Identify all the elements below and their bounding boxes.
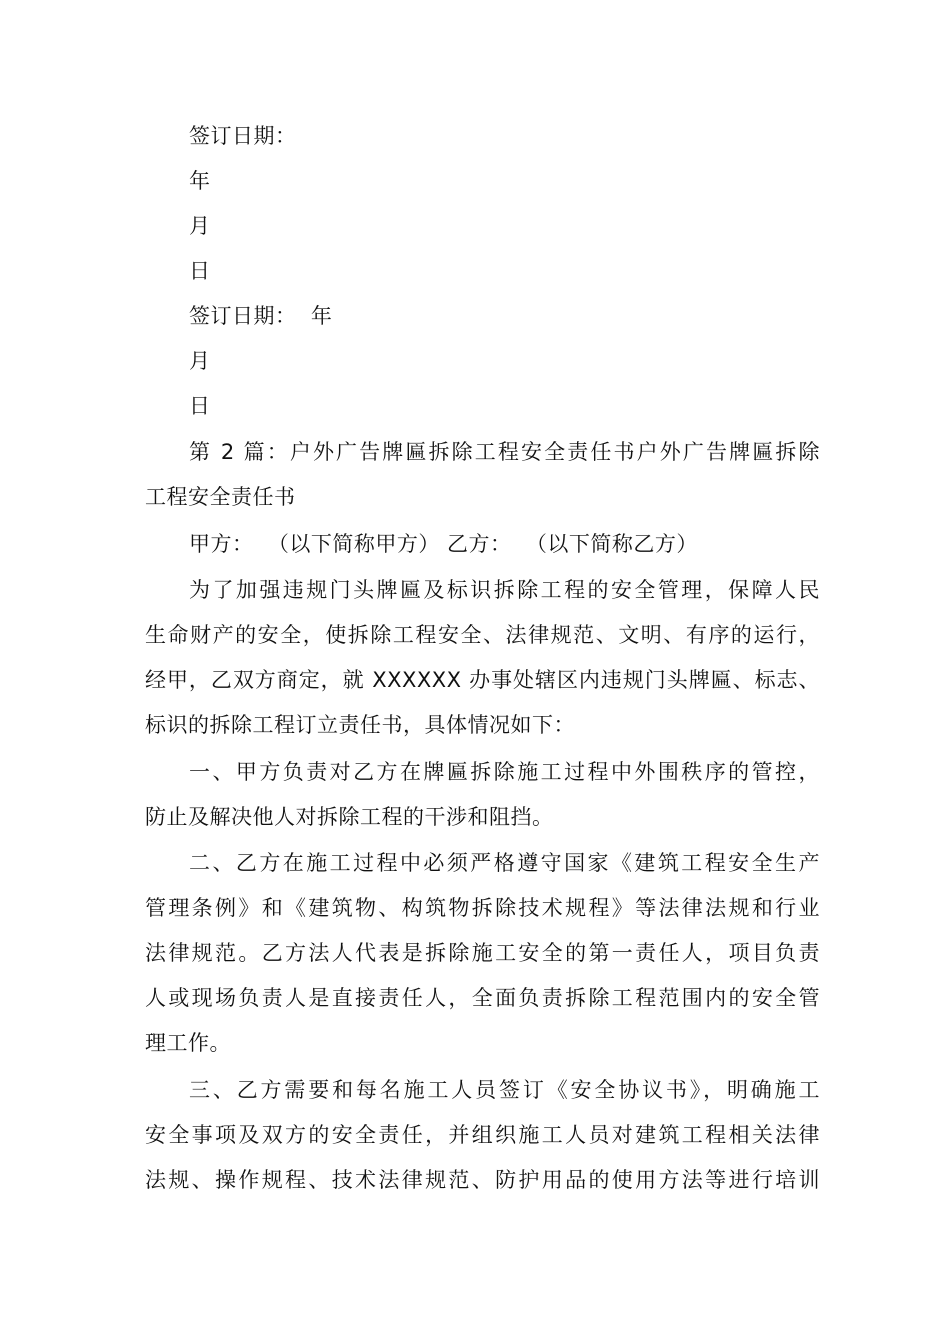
month-label-2: 月 <box>189 349 211 373</box>
intro-paragraph-line-2: 生命财产的安全，使拆除工程安全、法律规范、文明、有序的运行， <box>145 623 820 647</box>
intro-paragraph-line-3: 经甲，乙双方商定，就 XXXXXX 办事处辖区内违规门头牌匾、标志、 <box>145 668 820 692</box>
signing-date-label-1: 签订日期： <box>189 124 297 148</box>
clause-2-line-1: 二、乙方在施工过程中必须严格遵守国家《建筑工程安全生产 <box>189 851 820 875</box>
intro-paragraph-line-4: 标识的拆除工程订立责任书，具体情况如下： <box>145 713 575 737</box>
clause-1-line-1: 一、甲方负责对乙方在牌匾拆除施工过程中外围秩序的管控， <box>189 760 820 784</box>
clause-3-line-2: 安全事项及双方的安全责任，并组织施工人员对建筑工程相关法律 <box>145 1123 820 1147</box>
signing-date-label-2: 签订日期： 年 <box>189 304 333 328</box>
clause-3-line-1: 三、乙方需要和每名施工人员签订《安全协议书》，明确施工 <box>189 1078 820 1102</box>
chapter-title-line-1: 第 2 篇：户外广告牌匾拆除工程安全责任书户外广告牌匾拆除 <box>189 440 820 464</box>
clause-2-line-3: 法律规范。乙方法人代表是拆除施工安全的第一责任人，项目负责 <box>145 941 820 965</box>
month-label-1: 月 <box>189 214 211 238</box>
clause-3-line-3: 法规、操作规程、技术法律规范、防护用品的使用方法等进行培训 <box>145 1168 820 1192</box>
day-label-1: 日 <box>189 259 211 283</box>
clause-2-line-2: 管理条例》和《建筑物、构筑物拆除技术规程》等法律法规和行业 <box>145 896 820 920</box>
parties-line: 甲方： （以下简称甲方） 乙方： （以下简称乙方） <box>189 532 698 556</box>
clause-1-line-2: 防止及解决他人对拆除工程的干涉和阻挡。 <box>145 805 554 829</box>
clause-2-line-4: 人或现场负责人是直接责任人，全面负责拆除工程范围内的安全管 <box>145 986 820 1010</box>
day-label-2: 日 <box>189 394 211 418</box>
year-label-1: 年 <box>189 169 211 193</box>
clause-2-line-5: 理工作。 <box>145 1031 231 1055</box>
chapter-title-line-2: 工程安全责任书 <box>145 485 296 509</box>
intro-paragraph-line-1: 为了加强违规门头牌匾及标识拆除工程的安全管理，保障人民 <box>189 578 820 602</box>
